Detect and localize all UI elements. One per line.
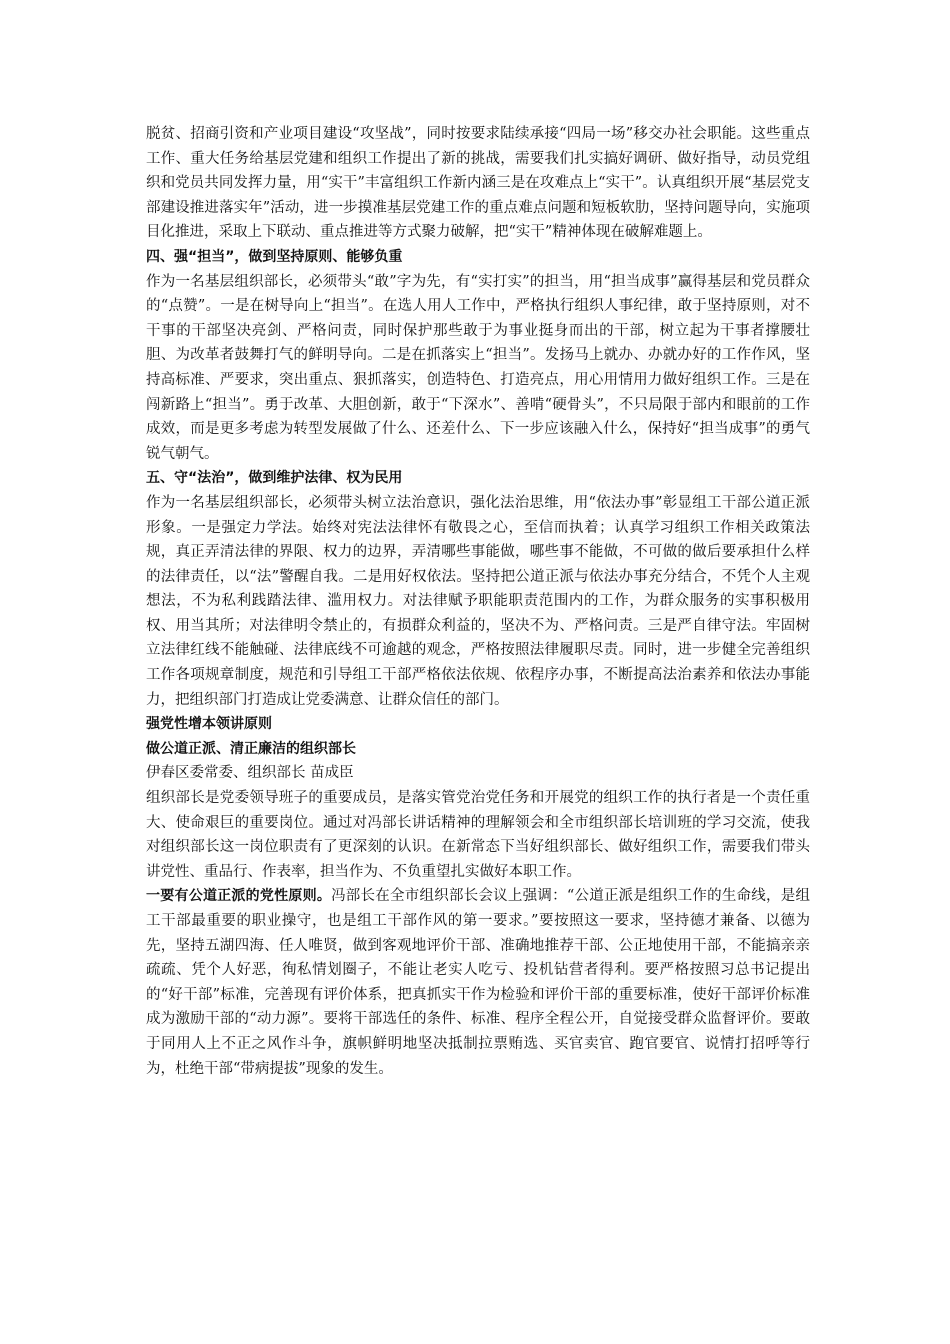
heading-article-title: 做公道正派、清正廉洁的组织部长 — [146, 740, 356, 757]
document-page — [146, 122, 810, 1081]
heading-section-four: 四、强“担当”，做到坚持原则、能够负重 — [146, 248, 403, 265]
paragraph-principle-one — [146, 884, 810, 1081]
paragraph-rule-of-law: 作为一名基层组织部长，必须带头树立法治意识，强化法治思维，用“依法办事”彰显组工干部公道正派形象。一是强定力学法。始终对宪法法律怀有敬畏之心，至信而执着；认真学习组织工作相关政策法规，真正弄清法律的界限、权力的边界，弄清哪些事能做，哪些事不能做，不可做的做后要承担什么样的法律责任，以“法”警醒自我。二是用好权依法。坚持把公道正派与依法办事充分结合，不凭个人主观想法，不为私利践踏法律、滥用权力。对法律赋予职能职责范围内的工作，为群众服务的实事积极用权、用当其所；对法律明令禁止的，有损群众利益的，坚决不为、严格问责。三是严自律守法。牢固树立法律红线不能触碰、法律底线不可逾越的观念，严格按照法律履职尽责。同时，进一步健全完善组织工作各项规章制度，规范和引导组工干部严格依法依规、依程序办事，不断提高法治素养和依法办事能力，把组织部门打造成让党委满意、让群众信任的部门。 — [146, 494, 810, 708]
paragraph-intro: 脱贫、招商引资和产业项目建设“攻坚战”，同时按要求陆续承接“四局一场”移交办社会职能。这些重点工作、重大任务给基层党建和组织工作提出了新的挑战，需要我们扎实搞好调研、做好指导，动员党组织和党员共同发挥力量，用“实干”丰富组织工作新内涵三是在攻难点上“实干”。认真组织开展“基层党支部建设推进落实年”活动，进一步摸准基层党建工作的重点难点问题和短板软肋，坚持问题导向，实施项目化推进，采取上下联动、重点推进等方式聚力破解，把“实干”精神体现在破解难题上。 — [146, 126, 810, 241]
paragraph-lead: 一要有公道正派的党性原则。 — [146, 888, 332, 905]
heading-section-five: 五、守“法治”，做到维护法律、权为民用 — [146, 470, 403, 487]
paragraph-body: 冯部长在全市组织部长会议上强调：“公道正派是组织工作的生命线，是组工干部最重要的职业操守，也是组工干部作风的第一要求。”要按照这一要求，坚持德才兼备、以德为先，坚持五湖四海、任人唯贤，做到客观地评价干部、准确地推荐干部、公正地使用干部，不能搞亲亲疏疏、凭个人好恶，徇私情划圈子，不能让老实人吃亏、投机钻营者得利。要严格按照习总书记提出的“好干部”标准，完善现有评价体系，把真抓实干作为检验和评价干部的重要标准，使好干部评价标准成为激励干部的“动力源”。要将干部选任的条件、标准、程序全程公开，自觉接受群众监督评价。要敢于同用人上不正之风作斗争，旗帜鲜明地坚决抵制拉票贿选、买官卖官、跑官要官、说情打招呼等行为，杜绝干部“带病提拔”现象的发生。 — [146, 888, 810, 1077]
heading-article-section: 强党性增本领讲原则 — [146, 716, 272, 733]
paragraph-responsibility: 作为一名基层组织部长，必须带头“敢”字为先，有“实打实”的担当，用“担当成事”赢得基层和党员群众的“点赞”。一是在树导向上“担当”。在选人用人工作中，严格执行组织人事纪律，敢于坚持原则，对不干事的干部坚决亮剑、严格问责，同时保护那些敢于为事业挺身而出的干部，树立起为干事者撑腰壮胆、为改革者鼓舞打气的鲜明导向。二是在抓落实上“担当”。发扬马上就办、办就办好的工作作风，坚持高标准、严要求，突出重点、狠抓落实，创造特色、打造亮点，用心用情用力做好组织工作。三是在闯新路上“担当”。勇于改革、大胆创新，敢于“下深水”、善啃“硬骨头”，不只局限于部内和眼前的工作成效，而是更多考虑为转型发展做了什么、还差什么、下一步应该融入什么，保持好“担当成事”的勇气锐气朝气。 — [146, 273, 810, 462]
paragraph-role-intro: 组织部长是党委领导班子的重要成员，是落实管党治党任务和开展党的组织工作的执行者是一个责任重大、使命艰巨的重要岗位。通过对冯部长讲话精神的理解领会和全市组织部长培训班的学习交流，使我对组织部长这一岗位职责有了更深刻的认识。在新常态下当好组织部长、做好组织工作，需要我们带头讲党性、重品行、作表率，担当作为、不负重望扎实做好本职工作。 — [146, 790, 810, 880]
article-author: 伊春区委常委、组织部长 苗成臣 — [146, 765, 354, 782]
